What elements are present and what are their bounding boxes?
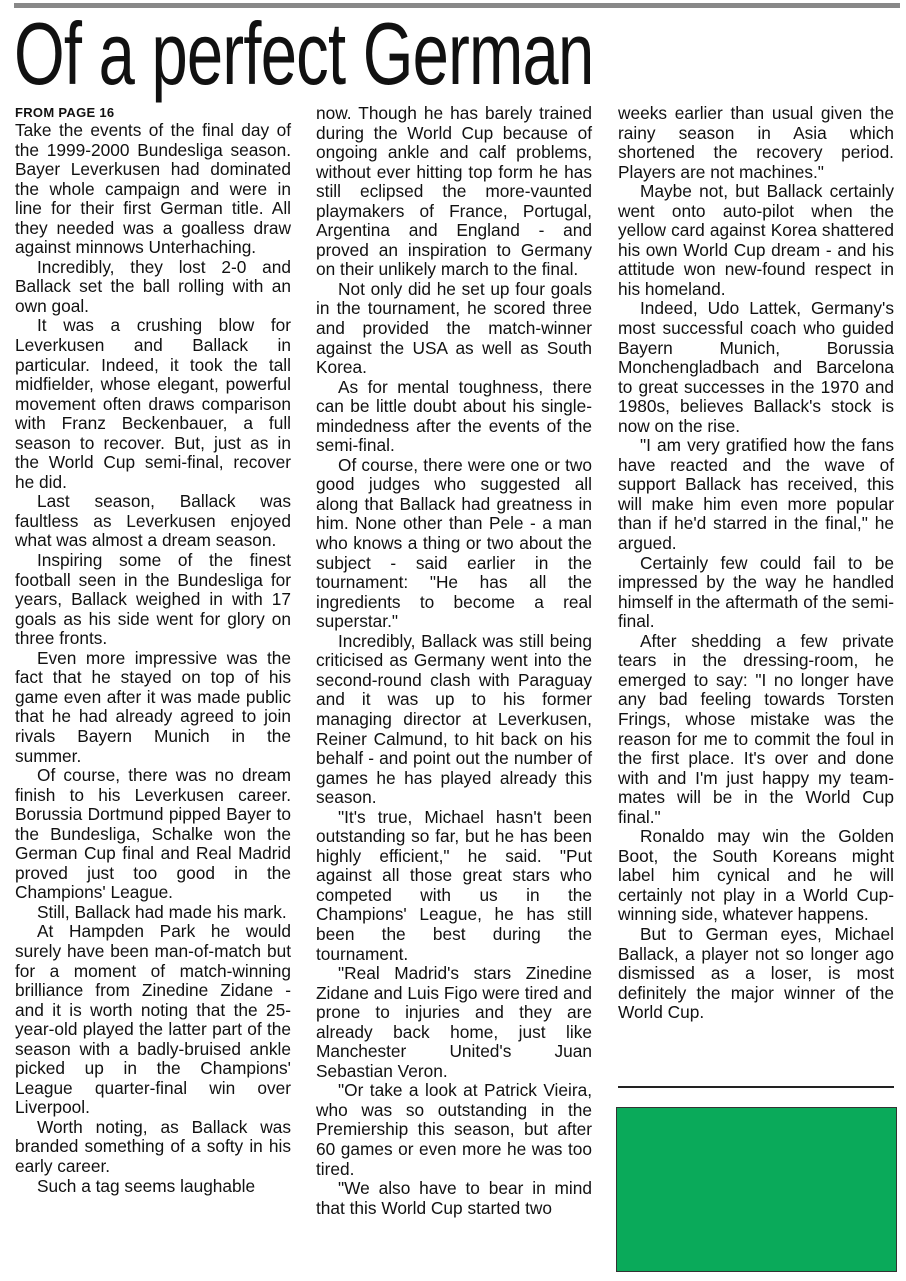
headline: Of a perfect German: [14, 4, 594, 103]
paragraph: After shedding a few private tears in the dressing-room, he emerged to say: "I no longer have any bad feeling towards Torsten Frings, whose mistake was the reason for me to commit the foul in the first place. It's over and done with and I'm just happy my team-mates will be in the World Cup final.": [618, 630, 894, 827]
paragraph: Ronaldo may win the Golden Boot, the South Koreans might label him cynical and he will certainly not play in a World Cup-winning side, whatever happens.: [618, 826, 894, 925]
paragraph: "I am very gratified how the fans have reacted and the wave of support Ballack has received, this will make him even more popular than if he'd starred in the final," he argued.: [618, 435, 894, 554]
paragraph: It was a crushing blow for Leverkusen and Ballack in particular. Indeed, it took the tall midfielder, whose elegant, powerful movement often draws comparison with Franz Beckenbauer, a full season to recover. But, just as in the World Cup semi-final, recover he did.: [15, 315, 291, 492]
paragraph: Incredibly, Ballack was still being criticised as Germany went into the second-round clash with Paraguay and it was up to his former managing director at Leverkusen, Reiner Calmund, to hit back on his behalf - and point out the number of games he has played already this season.: [316, 630, 592, 808]
paragraph: Maybe not, but Ballack certainly went onto auto-pilot when the yellow card against Korea shattered his own World Cup dream - and his attitude won new-found respect in his homeland.: [618, 181, 894, 299]
paragraph: But to German eyes, Michael Ballack, a player not so longer ago dismissed as a loser, is most definitely the major winner of the World Cup.: [618, 923, 894, 1023]
column-end-rule: [618, 1086, 894, 1088]
paragraph: weeks earlier than usual given the rainy season in Asia which shortened the recovery period. Players are not machines.": [618, 103, 894, 182]
paragraph: Take the events of the final day of the 1999-2000 Bundesliga season. Bayer Leverkusen had dominated the whole campaign and were in line for their first German title. All they needed was a goalless draw against minnows Unterhaching.: [15, 120, 291, 258]
paragraph: Even more impressive was the fact that he stayed on top of his game even after it was made public that he had already agreed to join rivals Bayern Munich in the summer.: [15, 647, 291, 766]
paragraph: Last season, Ballack was faultless as Leverkusen enjoyed what was almost a dream season.: [15, 491, 291, 551]
green-panel: [616, 1107, 897, 1272]
paragraph: "It's true, Michael hasn't been outstanding so far, but he has been highly efficient," he said. "Put against all those great stars who competed with us in the Champions' League, he has still been the best during the tournament.: [316, 806, 592, 964]
paragraph: As for mental toughness, there can be little doubt about his single-mindedness after the events of the semi-final.: [316, 376, 592, 456]
paragraph: "Or take a look at Patrick Vieira, who was so outstanding in the Premiership this season, but after 60 games or even more he was too tired.: [316, 1080, 592, 1179]
column-2: [316, 104, 592, 1218]
paragraph: Such a tag seems laughable: [37, 1175, 256, 1196]
paragraph: Inspiring some of the finest football seen in the Bundesliga for years, Ballack weighed in with 17 goals as his side went for glory on three fronts.: [15, 550, 291, 649]
from-page-kicker: FROM PAGE 16: [15, 105, 115, 120]
paragraph: Worth noting, as Ballack was branded something of a softy in his early career.: [15, 1116, 291, 1176]
paragraph: "We also have to bear in mind that this World Cup started two: [316, 1178, 592, 1218]
paragraph: Still, Ballack had made his mark.: [37, 901, 287, 922]
paragraph: At Hampden Park he would surely have been man-of-match but for a moment of match-winning brilliance from Zinedine Zidane - and it is worth noting that the 25-year-old played the latter part of the season with a badly-bruised ankle picked up in the Champions' League quarter-final win over Liverpool.: [15, 921, 291, 1118]
paragraph: "Real Madrid's stars Zinedine Zidane and Luis Figo were tired and prone to injuries and they are already back home, just like Manchester United's Juan Sebastian Veron.: [316, 963, 592, 1081]
paragraph: Indeed, Udo Lattek, Germany's most successful coach who guided Bayern Munich, Borussia Monchengladbach and Barcelona to great successes in the 1970 and 1980s, believes Ballack's stock is now on the rise.: [618, 298, 894, 436]
paragraph: now. Though he has barely trained during the World Cup because of ongoing ankle and calf problems, without ever hitting top form he has still eclipsed the more-vaunted playmakers of France, Portugal, Argentina and England - and proved an inspiration to Germany on their unlikely march to the final.: [316, 103, 592, 280]
paragraph: Incredibly, they lost 2-0 and Ballack set the ball rolling with an own goal.: [15, 256, 291, 316]
paragraph: Certainly few could fail to be impressed by the way he handled himself in the aftermath of the semi-final.: [618, 552, 894, 632]
paragraph: Of course, there was no dream finish to his Leverkusen career. Borussia Dortmund pipped Bayer to the Bundesliga, Schalke won the German Cup final and Real Madrid proved just too good in the Champions' League.: [15, 765, 291, 903]
column-1: [15, 104, 291, 1196]
paragraph: Of course, there were one or two good judges who suggested all along that Ballack had greatness in him. None other than Pele - a man who knows a thing or two about the subject - said earlier in the tournament: "He has all the ingredients to become a real superstar.": [316, 454, 592, 632]
paragraph: Not only did he set up four goals in the tournament, he scored three and provided the match-winner against the USA as well as South Korea.: [316, 278, 592, 378]
column-3: [618, 104, 894, 1023]
